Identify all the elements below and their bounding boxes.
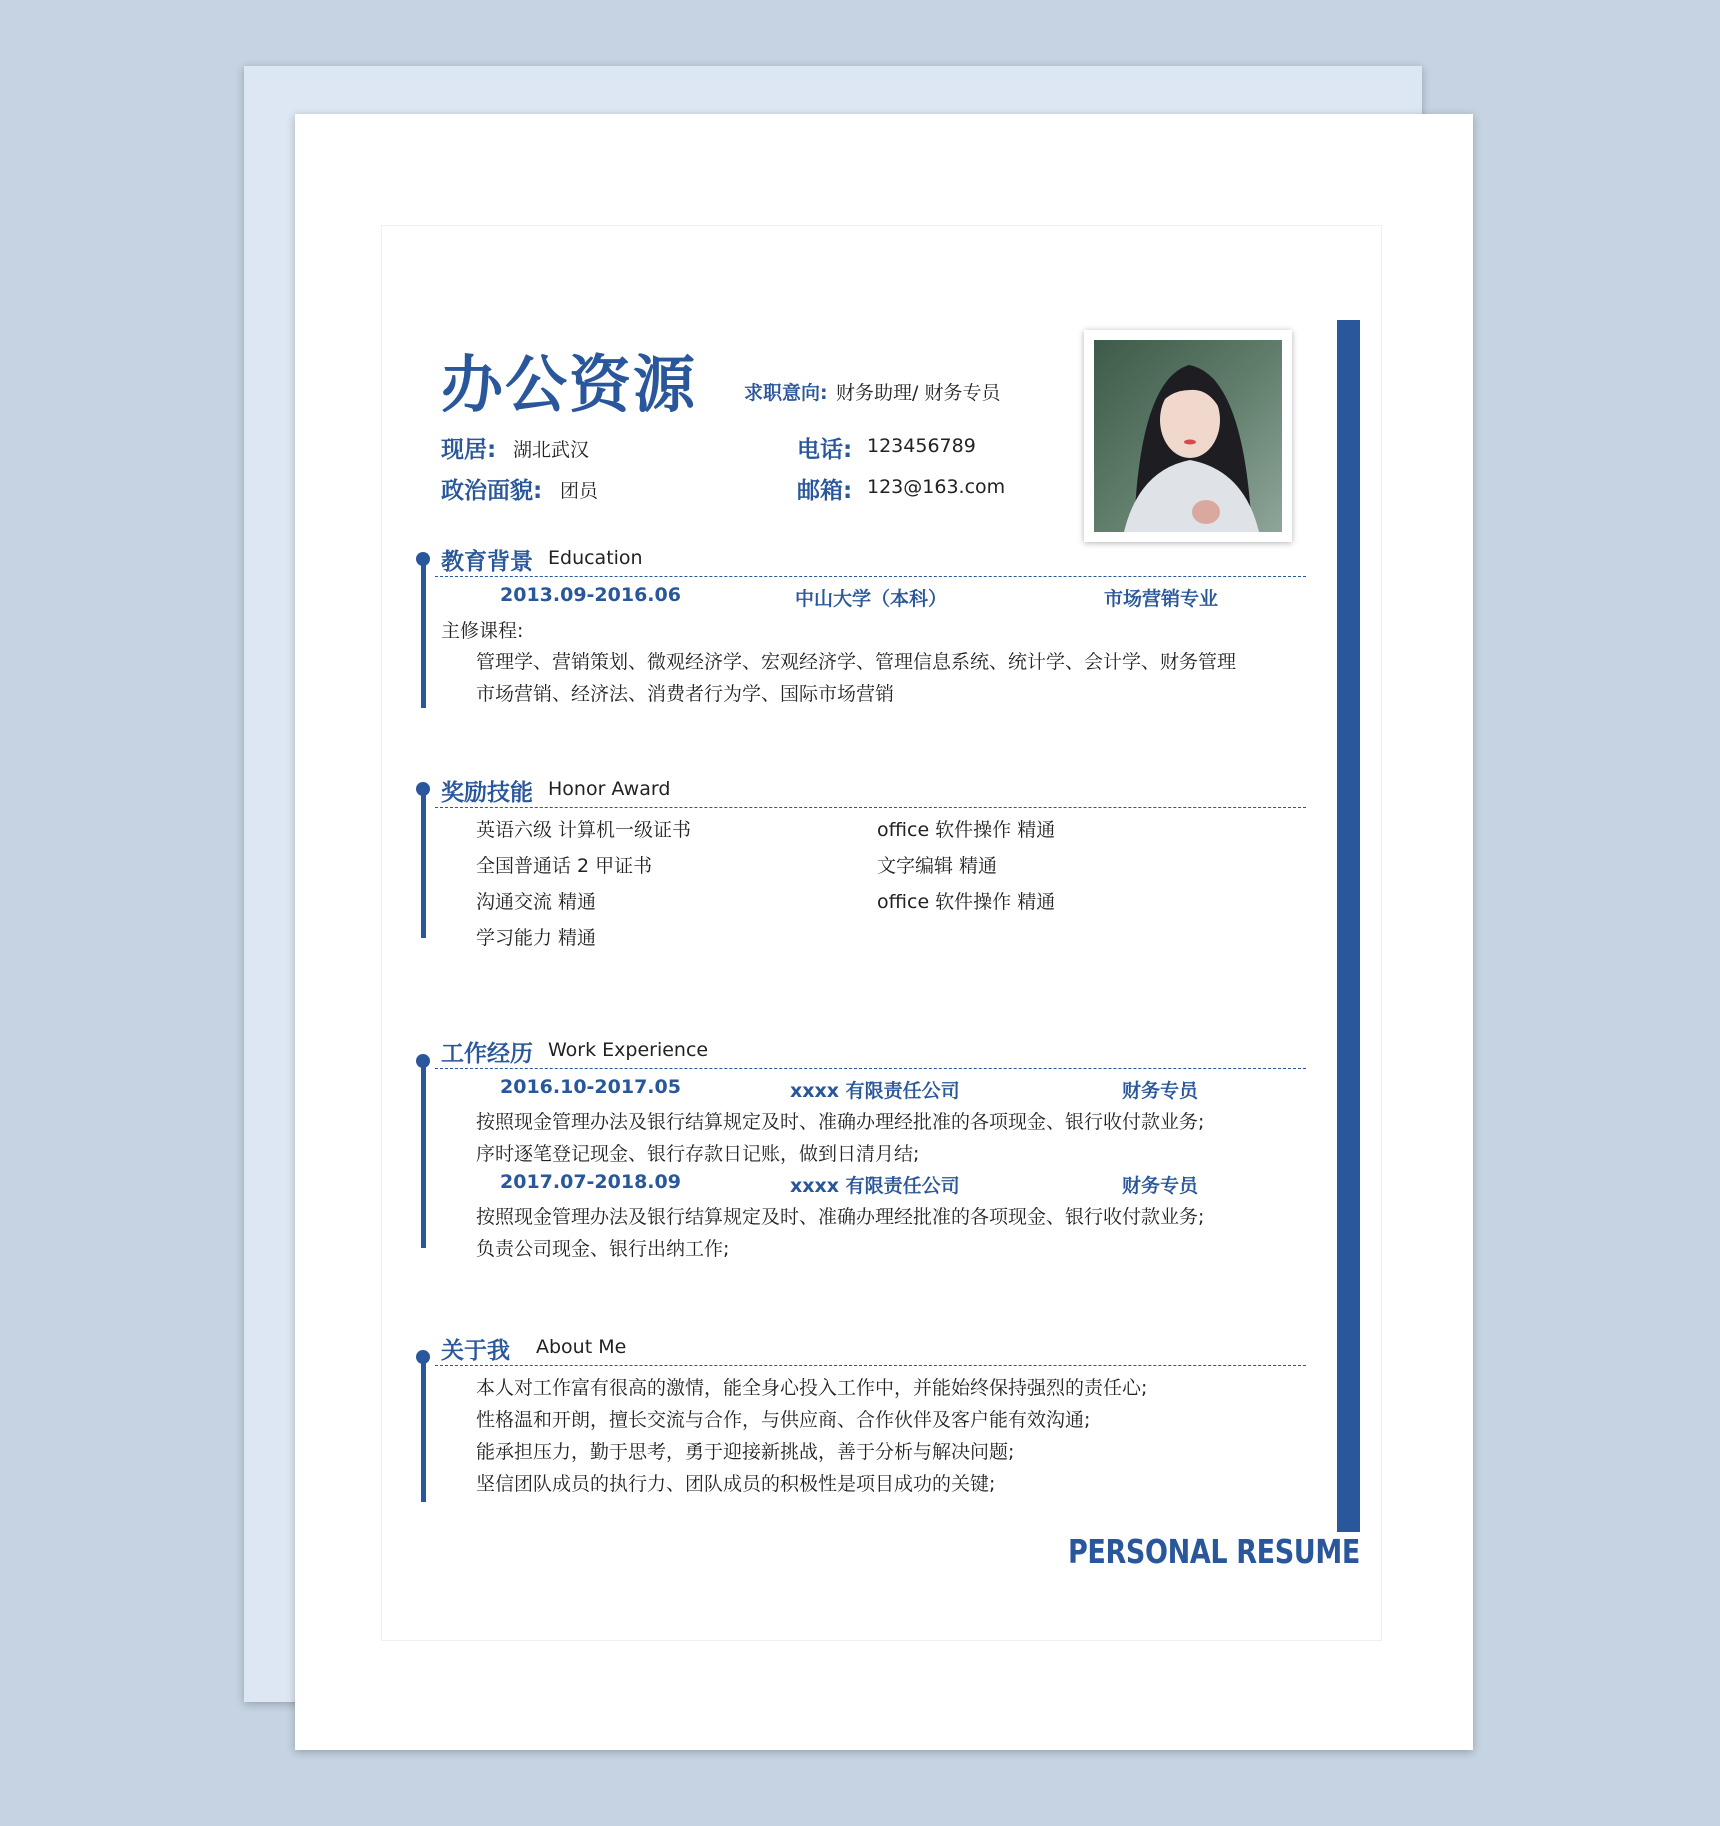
residence-value: 湖北武汉 xyxy=(513,439,590,461)
about-line: 坚信团队成员的执行力、团队成员的积极性是项目成功的关键; xyxy=(476,1473,996,1495)
email-value: 123@163.com xyxy=(867,476,1006,498)
about-divider xyxy=(435,1365,1306,1366)
work-timeline xyxy=(421,1058,426,1248)
about-timeline xyxy=(421,1354,426,1502)
politics-value: 团员 xyxy=(560,480,599,502)
job-role: 财务专员 xyxy=(1122,1080,1199,1102)
about-subtitle: About Me xyxy=(536,1336,627,1358)
personal-resume-footer: PERSONAL RESUME xyxy=(1068,1532,1360,1571)
job-company: xxxx 有限责任公司 xyxy=(790,1080,960,1102)
honor-item: 英语六级 计算机一级证书 xyxy=(476,819,692,841)
courses-line: 管理学、营销策划、微观经济学、宏观经济学、管理信息系统、统计学、会计学、财务管理 xyxy=(476,651,1237,673)
job-intent-label: 求职意向: xyxy=(744,382,828,404)
education-divider xyxy=(435,576,1306,577)
phone-label: 电话: xyxy=(797,437,853,463)
job-intent-value: 财务助理/ 财务专员 xyxy=(836,382,1001,404)
honors-timeline xyxy=(421,786,426,938)
education-subtitle: Education xyxy=(548,547,643,569)
phone-value: 123456789 xyxy=(867,435,976,457)
education-school: 中山大学（本科） xyxy=(795,588,948,610)
work-dot xyxy=(416,1054,430,1068)
honor-item: 全国普通话 2 甲证书 xyxy=(476,855,653,877)
honor-item: 学习能力 精通 xyxy=(476,927,597,949)
accent-side-bar xyxy=(1337,320,1360,1532)
job-period: 2017.07-2018.09 xyxy=(500,1171,681,1193)
job-period: 2016.10-2017.05 xyxy=(500,1076,681,1098)
work-divider xyxy=(435,1068,1306,1069)
skill-item: office 软件操作 精通 xyxy=(877,891,1056,913)
skill-item: office 软件操作 精通 xyxy=(877,819,1056,841)
education-title: 教育背景 xyxy=(441,549,533,575)
about-line: 性格温和开朗，擅长交流与合作，与供应商、合作伙伴及客户能有效沟通; xyxy=(476,1409,1091,1431)
skill-item: 文字编辑 精通 xyxy=(877,855,998,877)
residence-label: 现居: xyxy=(441,437,497,463)
politics-label: 政治面貌: xyxy=(441,478,543,504)
job-role: 财务专员 xyxy=(1122,1175,1199,1197)
courses-label: 主修课程: xyxy=(441,620,524,642)
honors-subtitle: Honor Award xyxy=(548,778,671,800)
honors-dot xyxy=(416,782,430,796)
work-title: 工作经历 xyxy=(441,1041,533,1067)
education-major: 市场营销专业 xyxy=(1104,588,1219,610)
about-line: 能承担压力，勤于思考，勇于迎接新挑战，善于分析与解决问题; xyxy=(476,1441,1015,1463)
education-period: 2013.09-2016.06 xyxy=(500,584,681,606)
job-duty: 负责公司现金、银行出纳工作; xyxy=(476,1238,730,1260)
job-duty: 序时逐笔登记现金、银行存款日记账，做到日清月结; xyxy=(476,1143,920,1165)
about-title: 关于我 xyxy=(441,1338,510,1364)
about-dot xyxy=(416,1350,430,1364)
about-line: 本人对工作富有很高的激情，能全身心投入工作中，并能始终保持强烈的责任心; xyxy=(476,1377,1148,1399)
job-company: xxxx 有限责任公司 xyxy=(790,1175,960,1197)
courses-line: 市场营销、经济法、消费者行为学、国际市场营销 xyxy=(476,683,895,705)
honor-item: 沟通交流 精通 xyxy=(476,891,597,913)
education-timeline xyxy=(421,556,426,708)
email-label: 邮箱: xyxy=(797,478,853,504)
job-duty: 按照现金管理办法及银行结算规定及时、准确办理经批准的各项现金、银行收付款业务; xyxy=(476,1206,1205,1228)
education-dot xyxy=(416,552,430,566)
honors-divider xyxy=(435,807,1306,808)
candidate-name: 办公资源 xyxy=(441,348,698,421)
work-subtitle: Work Experience xyxy=(548,1039,709,1061)
profile-photo-frame xyxy=(1084,330,1292,542)
job-duty: 按照现金管理办法及银行结算规定及时、准确办理经批准的各项现金、银行收付款业务; xyxy=(476,1111,1205,1133)
profile-photo xyxy=(1094,340,1282,532)
honors-title: 奖励技能 xyxy=(441,780,533,806)
